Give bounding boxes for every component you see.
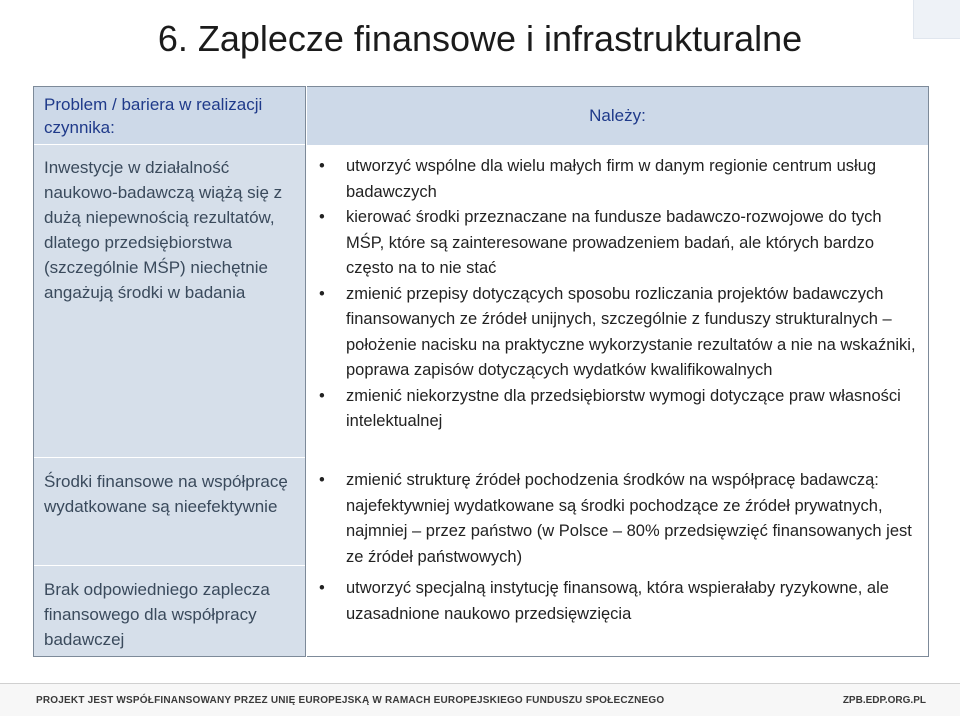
action-item: • zmienić niekorzystne dla przedsiębiorstw wymogi dotyczące praw własności intelektualnej [307, 384, 928, 435]
actions-column [307, 86, 929, 657]
footer-project-text: PROJEKT JEST WSPÓŁFINANSOWANY PRZEZ UNIĘ EUROPEJSKĄ W RAMACH EUROPEJSKIEGO FUNDUSZU SPOŁECZNEGO [36, 695, 665, 706]
action-item: • utworzyć specjalną instytucję finansową, która wspierałaby ryzykowne, ale uzasadnione naukowo przedsięwzięcia [307, 576, 928, 627]
slide-title: 6. Zaplecze finansowe i infrastrukturalne [157, 18, 803, 59]
actions-list-1 [307, 154, 928, 435]
action-item: • zmienić strukturę źródeł pochodzenia środków na współpracę badawczą: najefektywniej wydatkowane są środki pochodzące ze źródeł prywatnych, najmniej – przez państwo (w Polsce – 80% przedsięwzięć finansowanych jest ze źródeł państwowych) [307, 468, 928, 570]
row-divider-1 [34, 457, 305, 458]
action-item: • utworzyć wspólne dla wielu małych firm w danym regionie centrum usług badawczych [307, 154, 928, 205]
footer-site-link[interactable]: ZPB.EDP.ORG.PL [842, 695, 926, 706]
problem-cell-1: Inwestycje w działalność naukowo-badawczą wiążą się z dużą niepewnością rezultatów, dlatego przedsiębiorstwa (szczególnie MŚP) niechętnie angażują środki w badania [44, 158, 283, 302]
actions-list-2 [307, 468, 928, 570]
problem-cell-2: Środki finansowe na współpracę wydatkowane są nieefektywnie [44, 472, 288, 516]
footer-bar [0, 683, 960, 716]
actions-column-header: Należy: [307, 87, 928, 145]
problem-cell-3: Brak odpowiedniego zaplecza finansowego dla współpracy badawczej [44, 580, 270, 649]
action-item: • zmienić przepisy dotyczących sposobu rozliczania projektów badawczych finansowanych ze źródeł unijnych, szczególnie z funduszy strukturalnych – położenie nacisku na praktyczne wykorzystanie rezultatów a nie na wskaźniki, poprawa zapisów dotyczących wydatków kwalifikowalnych [307, 282, 928, 384]
problem-column-header: Problem / bariera w realizacji czynnika: [34, 87, 305, 145]
row-divider-2 [34, 565, 305, 566]
actions-list-3 [307, 576, 928, 627]
action-item: • kierować środki przeznaczane na fundusze badawczo-rozwojowe do tych MŚP, które są zainteresowane prowadzeniem badań, ale których bardzo często na to nie stać [307, 205, 928, 282]
problem-column [33, 86, 306, 657]
